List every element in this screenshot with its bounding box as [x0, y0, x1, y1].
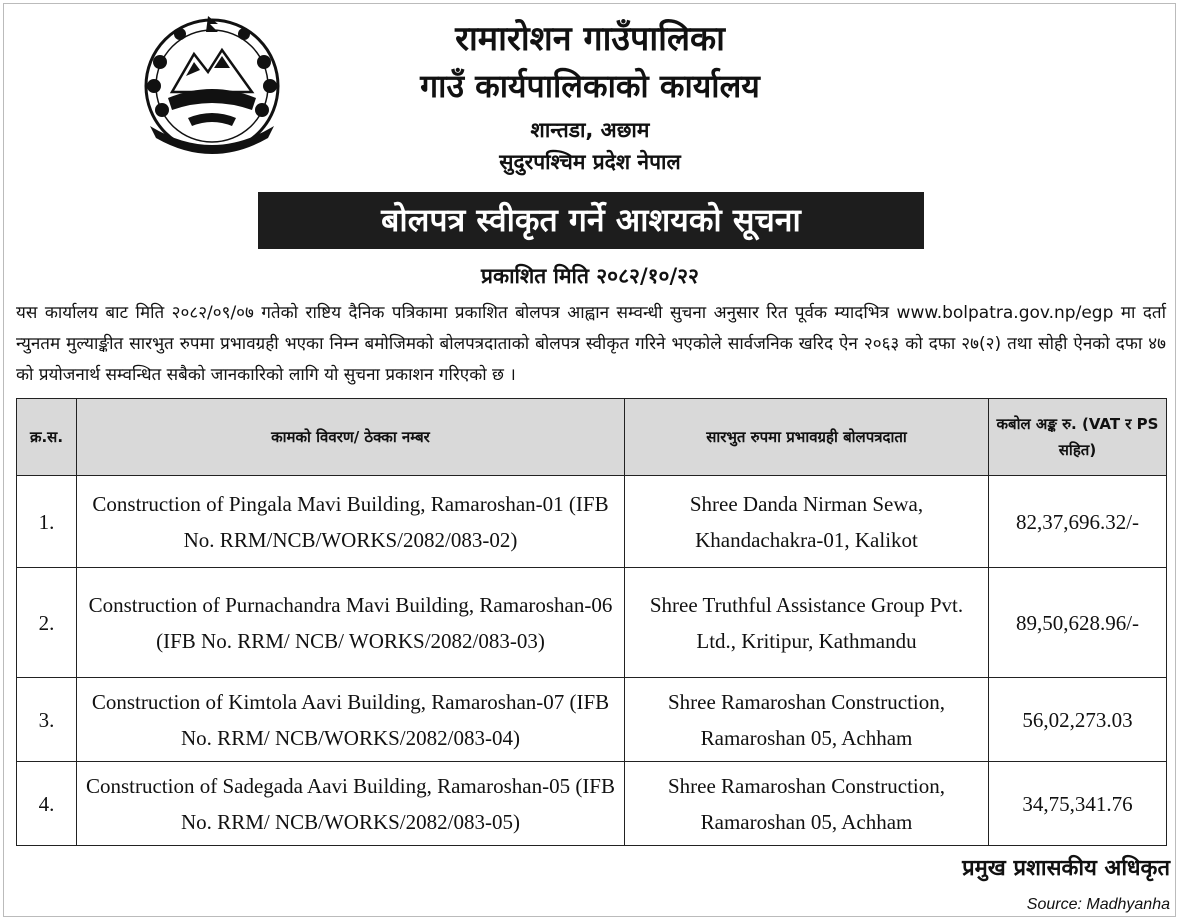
header-bidder: सारभुत रुपमा प्रभावग्रही बोलपत्रदाता: [625, 399, 989, 476]
row-work: Construction of Pingala Mavi Building, Ramaroshan-01 (IFB No. RRM/NCB/WORKS/2082/083-02): [77, 476, 625, 568]
header-work-description: कामको विवरण/ ठेक्का नम्बर: [77, 399, 625, 476]
row-bidder: Shree Ramaroshan Construction, Ramaroshan 05, Achham: [625, 678, 989, 762]
table-row: [17, 762, 1167, 846]
row-work: Construction of Purnachandra Mavi Building, Ramaroshan-06 (IFB No. RRM/ NCB/ WORKS/2082/083-03): [77, 568, 625, 678]
row-serial: 1.: [17, 476, 77, 568]
office-name: रामारोशन गाउँपालिका: [455, 19, 725, 59]
header-serial: क्र.स.: [17, 399, 77, 476]
header-bid-amount: कबोल अङ्क रु. (VAT र PS सहित): [989, 399, 1167, 476]
source-credit: Source: Madhyanha: [1026, 896, 1170, 913]
row-amount: 89,50,628.96/-: [989, 568, 1167, 678]
row-work: Construction of Sadegada Aavi Building, Ramaroshan-05 (IFB No. RRM/ NCB/WORKS/2082/083-05): [77, 762, 625, 846]
row-bidder: Shree Truthful Assistance Group Pvt. Ltd., Kritipur, Kathmandu: [625, 568, 989, 678]
office-location: शान्तडा, अछाम: [530, 118, 650, 142]
notice-intro-paragraph: यस कार्यालय बाट मिति २०८२/०९/०७ गतेको राष्टिय दैनिक पत्रिकामा प्रकाशित बोलपत्र आह्वान सम्वन्धी सुचना अनुसार रित पूर्वक म्यादभित्र www.bolpatra.gov.np/egp मा दर्ता न्युनतम मुल्याङ्कीत सारभुत रुपमा प्रभावग्रही भएका निम्न बमोजिमको बोलपत्रदाताको बोलपत्र स्वीकृत गरिने भएकोले सार्वजनिक खरिद ऐन २०६३ को दफा २७(२) तथा सोही ऐनको दफा ४७ को प्रयोजनार्थ सम्वन्धित सबैको जानकारिको लागि यो सुचना प्रकाशन गरिएको छ ।: [16, 303, 1166, 385]
office-subtitle: गाउँ कार्यपालिकाको कार्यालय: [420, 67, 760, 105]
row-serial: 3.: [17, 678, 77, 762]
row-bidder: Shree Ramaroshan Construction, Ramaroshan 05, Achham: [625, 762, 989, 846]
notice-title: बोलपत्र स्वीकृत गर्ने आशयको सूचना: [258, 192, 924, 249]
row-serial: 2.: [17, 568, 77, 678]
row-bidder: Shree Danda Nirman Sewa, Khandachakra-01, Kalikot: [625, 476, 989, 568]
row-amount: 56,02,273.03: [989, 678, 1167, 762]
nepal-government-emblem-icon: [136, 14, 288, 162]
row-work: Construction of Kimtola Aavi Building, Ramaroshan-07 (IFB No. RRM/ NCB/WORKS/2082/083-04): [77, 678, 625, 762]
table-row: [17, 568, 1167, 678]
row-serial: 4.: [17, 762, 77, 846]
signatory-title: प्रमुख प्रशासकीय अधिकृत: [962, 856, 1170, 881]
row-amount: 34,75,341.76: [989, 762, 1167, 846]
published-date: प्रकाशित मिति २०८२/१०/२२: [481, 264, 699, 288]
table-row: [17, 476, 1167, 568]
row-amount: 82,37,696.32/-: [989, 476, 1167, 568]
bid-acceptance-table: [16, 398, 1167, 846]
table-header-row: [17, 399, 1167, 476]
table-row: [17, 678, 1167, 762]
office-province: सुदुरपश्चिम प्रदेश नेपाल: [499, 150, 681, 174]
